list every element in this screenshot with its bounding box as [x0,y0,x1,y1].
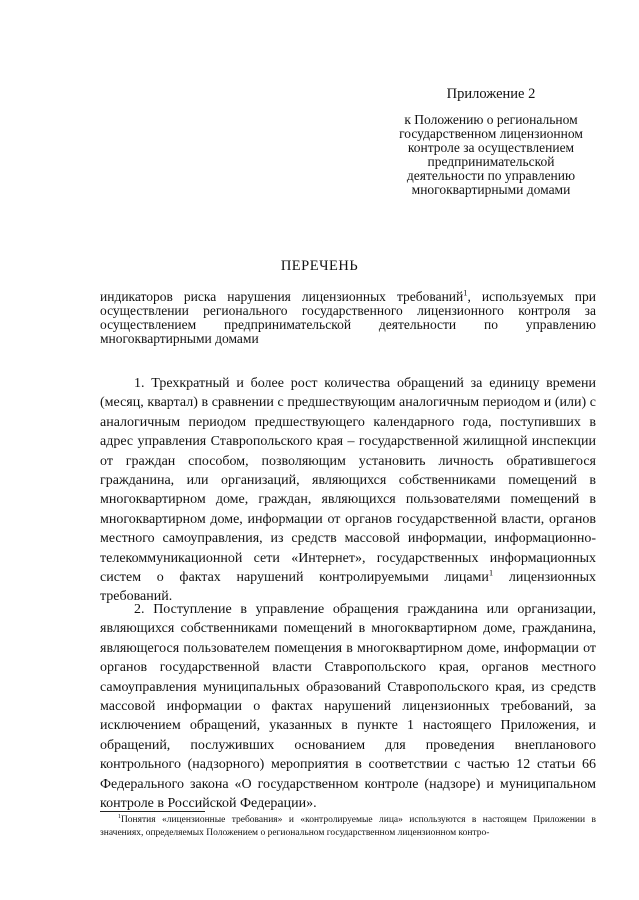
subtitle-text-end: , используемых при осуществлении регионального государственного лицензионного контроля за осуществлением предпринимательской деятельности по управлению многоквартирными домами [100,289,596,346]
footnote-text: Понятия «лицензионные требования» и «контролируемые лица» используются в настоящем Приложении в значениях, определяемых Положением о региональном государственном лицензионном контро- [100,815,596,838]
document-title: ПЕРЕЧЕНЬ [280,258,359,274]
document-subtitle [100,290,596,346]
appendix-number: Приложение 2 [446,86,536,102]
footnote-reference: 1 [463,288,468,298]
footnote [100,814,596,840]
indicator-1-text: 1. Трехкратный и более рост количества обращений за единицу времени (месяц, квартал) в сравнении с предшествующим аналогичным периодом и (или) с аналогичным периодом предшествующего календарного года, поступивших в адрес управления Ставропольского края – государственной жилищной инспекции от граждан способом, позволяющим установить личность обратившегося гражданина, или организаций, являющихся собственниками помещений в многоквартирном доме, граждан, являющихся пользователями помещений в многоквартирном доме, информации от органов государственной власти, органов местного самоуправления, из средств массовой информации, информационно-телекоммуникационной сети «Интернет», государственных информационных систем о фактах нарушений контролируемыми лицами [100,376,596,586]
indicator-item-2 [100,600,596,813]
footnote-mark: 1 [118,813,121,820]
indicator-1-text-end: лицензионных требований. [100,570,596,605]
indicator-2-text: 2. Поступление в управление обращения гражданина или организации, являющихся собственниками помещений в многоквартирном доме, гражданина, являющегося пользователем помещения в многоквартирном доме, информации от органов государственной власти Ставропольского края, органов местного самоуправления муниципальных образований Ставропольского края, из средств массовой информации о фактах нарушений лицензионных требований, за исключением обращений, указанных в пункте 1 настоящего Приложения, и обращений, послуживших основанием для проведения внепланового контрольного (надзорного) мероприятия в соответствии с частью 12 статьи 66 Федерального закона «О государственном контроле (надзоре) и муниципальном контроле в Российской Федерации». [100,602,596,812]
footnote-reference: 1 [488,567,494,578]
indicator-item-1 [100,374,596,607]
appendix-reference: к Положению о региональном государственном лицензионном контроле за осуществлением предпринимательской деятельности по управлению многоквартирными домами [399,112,583,197]
footnote-separator [100,811,205,812]
subtitle-text-start: индикаторов риска нарушения лицензионных требований [100,289,464,304]
